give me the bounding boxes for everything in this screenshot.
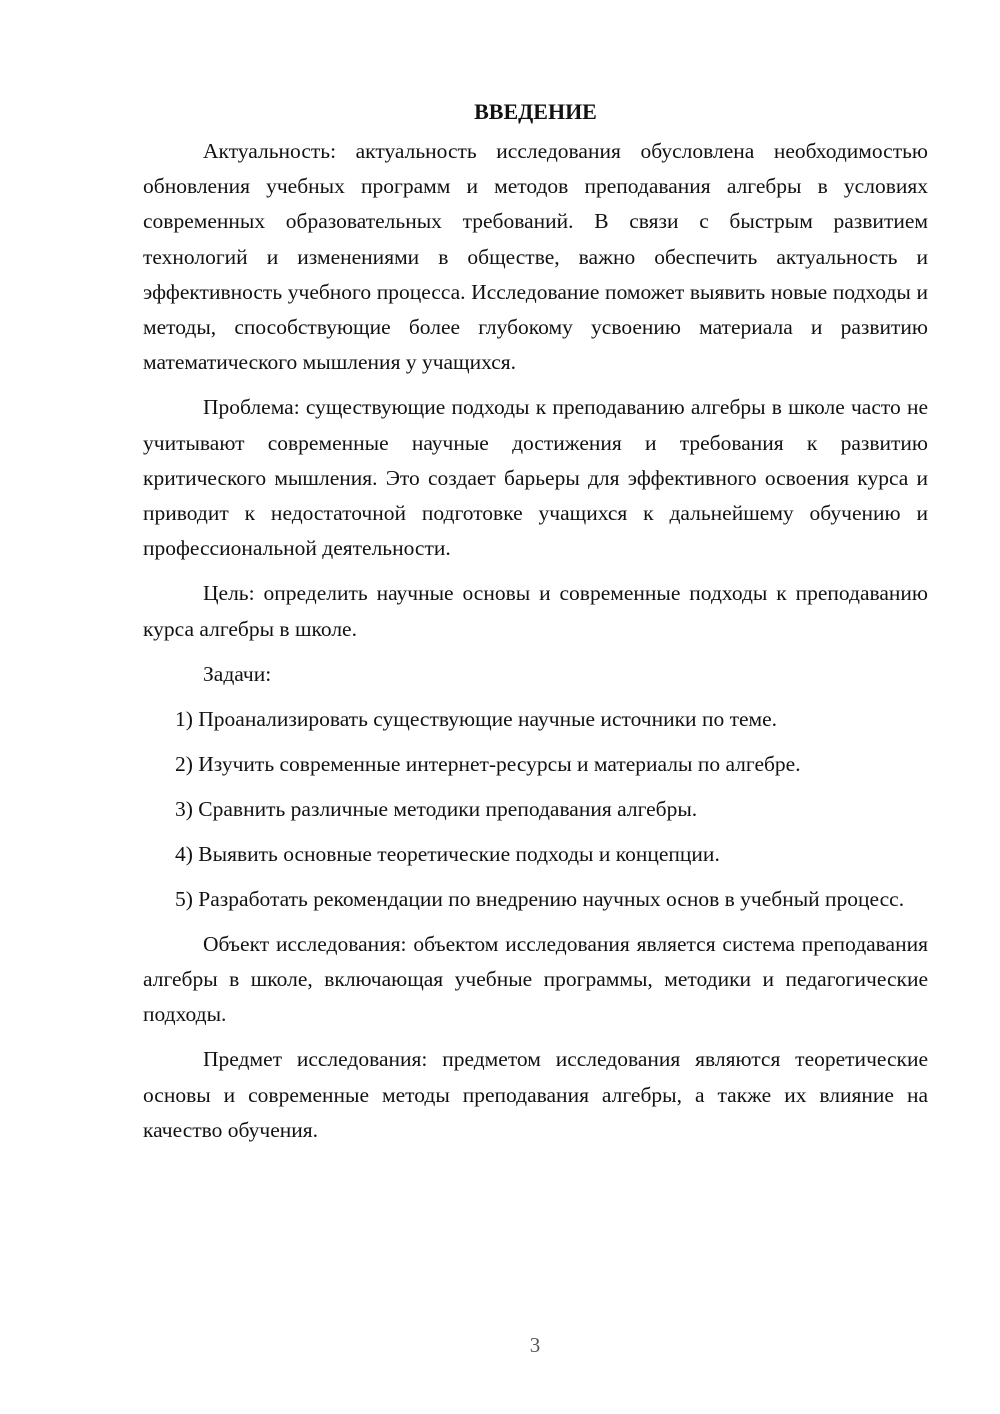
goal-paragraph: Цель: определить научные основы и современные подходы к преподаванию курса алгебры в школе. [143, 581, 928, 641]
tasks-list [143, 702, 928, 917]
section-title: ВВЕДЕНИЕ [474, 99, 597, 124]
task-item: 1) Проанализировать существующие научные источники по теме. [175, 706, 778, 731]
task-item: 2) Изучить современные интернет-ресурсы и материалы по алгебре. [175, 751, 801, 776]
object-paragraph: Объект исследования: объектом исследования является система преподавания алгебры в школе, включающая учебные программы, методики и педагогические подходы. [143, 931, 928, 1027]
task-item: 5) Разработать рекомендации по внедрению научных основ в учебный процесс. [175, 886, 905, 911]
task-item: 4) Выявить основные теоретические подходы и концепции. [175, 841, 720, 866]
task-item: 3) Сравнить различные методики преподавания алгебры. [175, 796, 698, 821]
subject-paragraph: Предмет исследования: предметом исследования являются теоретические основы и современные методы преподавания алгебры, а также их влияние на качество обучения. [143, 1047, 928, 1142]
relevance-paragraph: Актуальность: актуальность исследования обусловлена необходимостью обновления учебных программ и методов преподавания алгебры в условиях современных образовательных требований. В связи с быстрым развитием технологий и изменениями в обществе, важно обеспечить актуальность и эффективность учебного процесса. Исследование поможет выявить новые подходы и методы, способствующие более глубокому усвоению материала и развитию математического мышления у учащихся. [143, 139, 928, 375]
document-page [143, 94, 928, 1158]
tasks-label: Задачи: [203, 661, 272, 686]
problem-paragraph: Проблема: существующие подходы к преподаванию алгебры в школе часто не учитывают современные научные достижения и требования к развитию критического мышления. Это создает барьеры для эффективного освоения курса и приводит к недостаточной подготовке учащихся к дальнейшему обучению и профессиональной деятельности. [143, 395, 928, 561]
page-number: 3 [529, 1333, 541, 1357]
